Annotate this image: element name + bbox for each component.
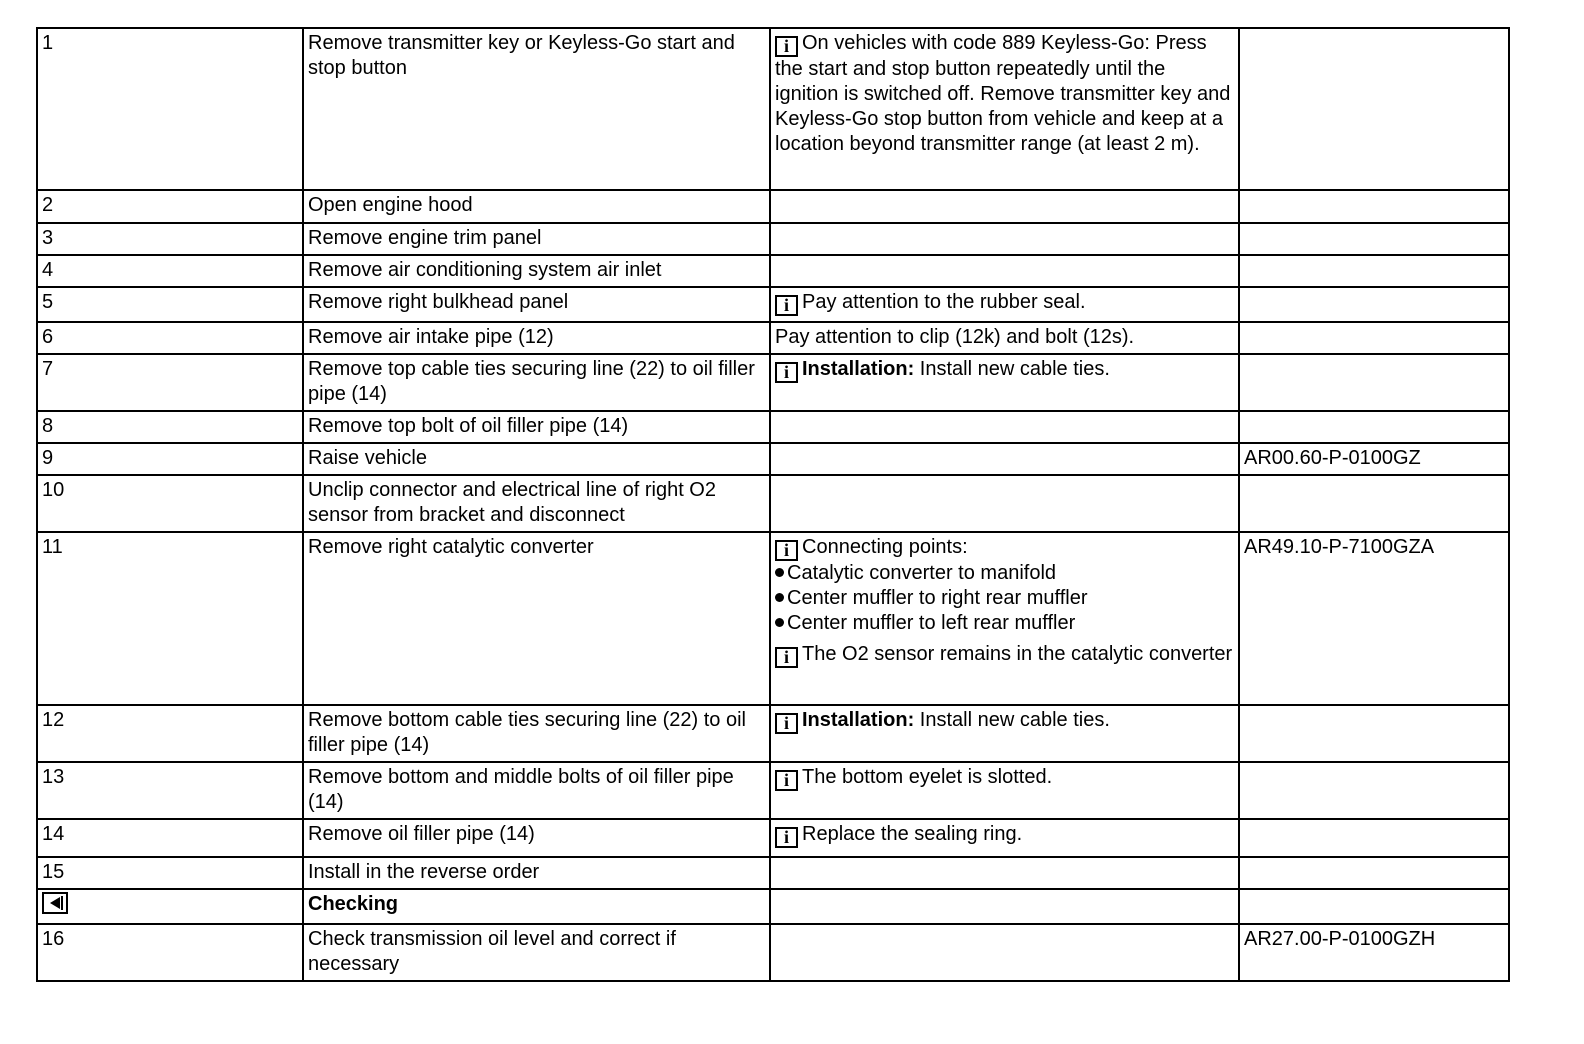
step-text: Remove air conditioning system air inlet <box>303 255 770 287</box>
table-row <box>37 924 1509 981</box>
table-row <box>37 705 1509 762</box>
step-number: 7 <box>37 354 303 411</box>
info-icon: i <box>775 362 798 383</box>
table-row <box>37 322 1509 354</box>
step-note <box>770 255 1239 287</box>
step-note <box>770 889 1239 924</box>
step-note: Pay attention to clip (12k) and bolt (12s). <box>770 322 1239 354</box>
bullet-dot-icon <box>775 618 784 627</box>
step-text: Remove top bolt of oil filler pipe (14) <box>303 411 770 443</box>
step-reference <box>1239 705 1509 762</box>
procedure-table <box>36 27 1510 982</box>
bullet-dot-icon <box>775 568 784 577</box>
checking-icon-cell <box>37 889 303 924</box>
step-number: 11 <box>37 532 303 705</box>
step-note <box>770 443 1239 475</box>
note-bold-label: Installation: <box>802 358 915 380</box>
step-note <box>770 762 1239 819</box>
step-reference <box>1239 354 1509 411</box>
note-text: Install new cable ties. <box>919 709 1110 731</box>
checking-arrow-icon <box>42 892 68 914</box>
note-text: Pay attention to the rubber seal. <box>802 291 1086 313</box>
table-row <box>37 28 1509 190</box>
table-row <box>37 354 1509 411</box>
info-icon: i <box>775 540 798 561</box>
table-row <box>37 287 1509 322</box>
step-text: Remove right bulkhead panel <box>303 287 770 322</box>
step-number: 5 <box>37 287 303 322</box>
note-text: The bottom eyelet is slotted. <box>802 766 1053 788</box>
table-row <box>37 190 1509 223</box>
note-text: Replace the sealing ring. <box>802 823 1023 845</box>
step-note <box>770 287 1239 322</box>
step-number: 15 <box>37 857 303 889</box>
step-text: Check transmission oil level and correct if necessary <box>303 924 770 981</box>
note-text: On vehicles with code 889 Keyless-Go: Press the start and stop button repeatedly until the ignition is switched off. Remove transmitter key and Keyless-Go stop button from vehicle and keep at a location beyond transmitter range (at least 2 m). <box>775 32 1231 155</box>
step-reference <box>1239 819 1509 857</box>
step-text: Remove top cable ties securing line (22) to oil filler pipe (14) <box>303 354 770 411</box>
table-row <box>37 532 1509 705</box>
step-reference <box>1239 411 1509 443</box>
note-bullet: Center muffler to right rear muffler <box>787 587 1088 609</box>
step-note <box>770 411 1239 443</box>
step-note <box>770 475 1239 532</box>
table-row <box>37 255 1509 287</box>
step-reference <box>1239 762 1509 819</box>
step-reference <box>1239 475 1509 532</box>
note-bullet: Center muffler to left rear muffler <box>787 612 1076 634</box>
note-title: Connecting points: <box>802 536 968 558</box>
step-reference <box>1239 322 1509 354</box>
note-bold-label: Installation: <box>802 709 915 731</box>
step-number: 6 <box>37 322 303 354</box>
step-number: 9 <box>37 443 303 475</box>
info-icon: i <box>775 295 798 316</box>
step-reference <box>1239 223 1509 255</box>
bullet-dot-icon <box>775 593 784 602</box>
step-reference <box>1239 190 1509 223</box>
table-row <box>37 443 1509 475</box>
step-note <box>770 223 1239 255</box>
step-number: 10 <box>37 475 303 532</box>
step-text: Remove engine trim panel <box>303 223 770 255</box>
step-note <box>770 705 1239 762</box>
step-note <box>770 857 1239 889</box>
info-icon: i <box>775 36 798 57</box>
step-text: Remove right catalytic converter <box>303 532 770 705</box>
step-note <box>770 532 1239 705</box>
note-bullet: Catalytic converter to manifold <box>787 562 1057 584</box>
step-text: Remove oil filler pipe (14) <box>303 819 770 857</box>
step-note <box>770 28 1239 190</box>
step-text: Unclip connector and electrical line of right O2 sensor from bracket and disconnect <box>303 475 770 532</box>
step-note <box>770 354 1239 411</box>
table-row <box>37 475 1509 532</box>
step-note <box>770 190 1239 223</box>
step-note <box>770 924 1239 981</box>
note-text: Install new cable ties. <box>919 358 1110 380</box>
step-reference <box>1239 287 1509 322</box>
info-icon: i <box>775 713 798 734</box>
step-text: Remove bottom and middle bolts of oil filler pipe (14) <box>303 762 770 819</box>
step-number: 2 <box>37 190 303 223</box>
step-number: 12 <box>37 705 303 762</box>
step-reference: AR00.60-P-0100GZ <box>1239 443 1509 475</box>
info-icon: i <box>775 647 798 668</box>
info-icon: i <box>775 827 798 848</box>
step-reference <box>1239 255 1509 287</box>
step-number: 14 <box>37 819 303 857</box>
step-text: Remove transmitter key or Keyless-Go start and stop button <box>303 28 770 190</box>
step-text: Open engine hood <box>303 190 770 223</box>
table-row <box>37 223 1509 255</box>
step-number: 3 <box>37 223 303 255</box>
step-number: 8 <box>37 411 303 443</box>
step-reference <box>1239 28 1509 190</box>
section-heading: Checking <box>303 889 770 924</box>
info-icon: i <box>775 770 798 791</box>
step-text: Remove air intake pipe (12) <box>303 322 770 354</box>
step-text: Install in the reverse order <box>303 857 770 889</box>
step-text: Raise vehicle <box>303 443 770 475</box>
step-number: 4 <box>37 255 303 287</box>
table-row <box>37 411 1509 443</box>
step-number: 13 <box>37 762 303 819</box>
step-reference <box>1239 889 1509 924</box>
table-row <box>37 762 1509 819</box>
table-row <box>37 819 1509 857</box>
table-row <box>37 889 1509 924</box>
step-number: 1 <box>37 28 303 190</box>
note-text: The O2 sensor remains in the catalytic converter <box>802 643 1233 665</box>
step-number: 16 <box>37 924 303 981</box>
step-reference <box>1239 857 1509 889</box>
step-reference: AR27.00-P-0100GZH <box>1239 924 1509 981</box>
step-text: Remove bottom cable ties securing line (22) to oil filler pipe (14) <box>303 705 770 762</box>
step-reference: AR49.10-P-7100GZA <box>1239 532 1509 705</box>
table-row <box>37 857 1509 889</box>
step-note <box>770 819 1239 857</box>
